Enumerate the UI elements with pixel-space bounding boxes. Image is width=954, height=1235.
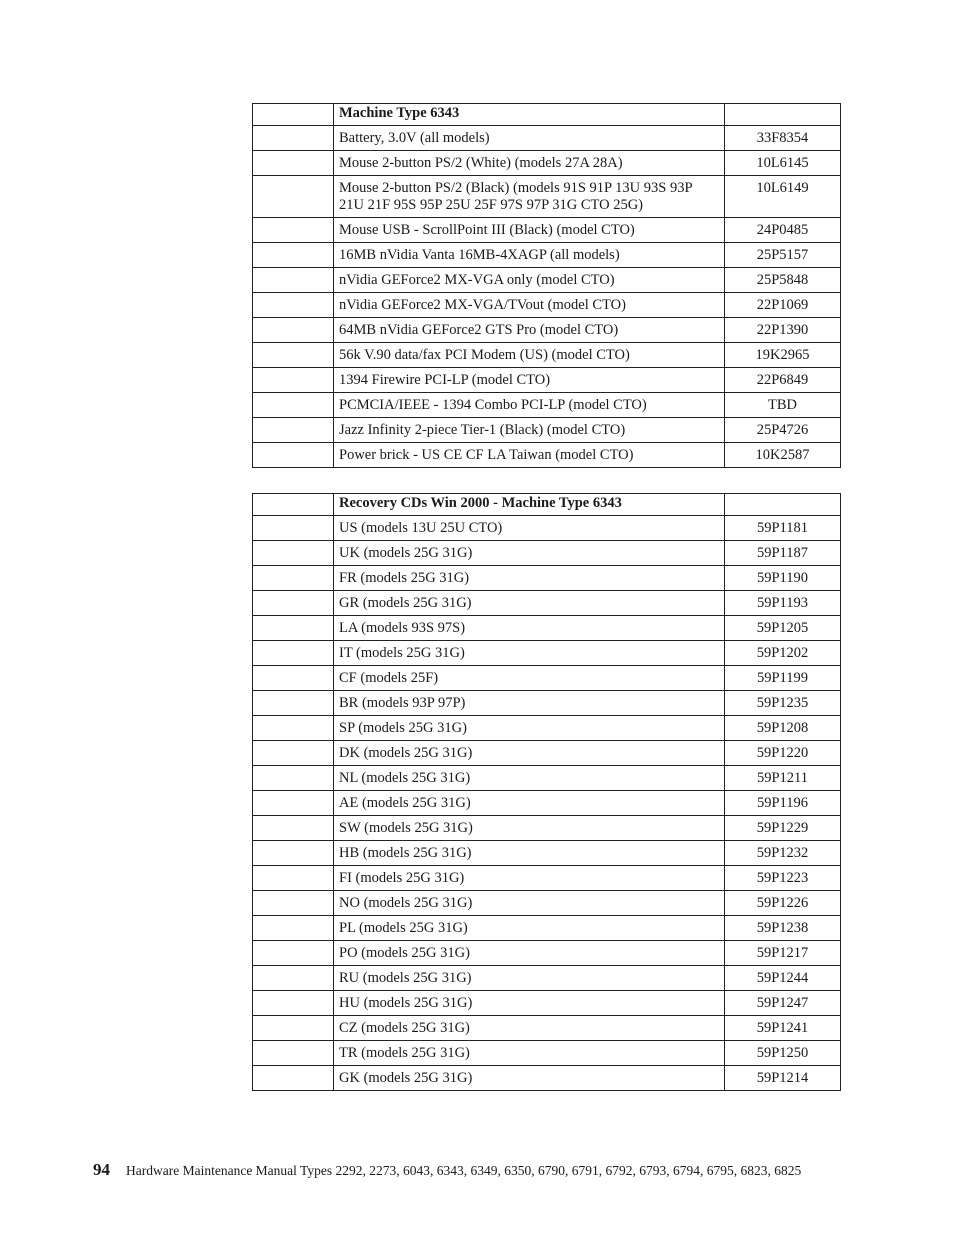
fru-cell: 59P1196 xyxy=(725,791,841,816)
fru-cell: 59P1202 xyxy=(725,641,841,666)
index-cell xyxy=(253,991,334,1016)
index-cell xyxy=(253,516,334,541)
description-cell: NO (models 25G 31G) xyxy=(334,891,725,916)
fru-cell: 59P1217 xyxy=(725,941,841,966)
index-cell xyxy=(253,691,334,716)
description-cell: UK (models 25G 31G) xyxy=(334,541,725,566)
table-header: Recovery CDs Win 2000 - Machine Type 6343 xyxy=(334,494,725,516)
index-cell xyxy=(253,666,334,691)
table-row xyxy=(253,566,841,591)
table-row xyxy=(253,1041,841,1066)
fru-cell: 59P1247 xyxy=(725,991,841,1016)
index-cell xyxy=(253,566,334,591)
description-cell: HU (models 25G 31G) xyxy=(334,991,725,1016)
description-cell: HB (models 25G 31G) xyxy=(334,841,725,866)
table-row xyxy=(253,151,841,176)
table-row xyxy=(253,541,841,566)
index-cell xyxy=(253,1016,334,1041)
description-cell: TR (models 25G 31G) xyxy=(334,1041,725,1066)
fru-cell: 59P1181 xyxy=(725,516,841,541)
index-cell xyxy=(253,916,334,941)
fru-cell: TBD xyxy=(725,393,841,418)
index-cell xyxy=(253,966,334,991)
fru-cell: 25P4726 xyxy=(725,418,841,443)
index-cell xyxy=(253,104,334,126)
fru-cell: 59P1199 xyxy=(725,666,841,691)
description-cell: CZ (models 25G 31G) xyxy=(334,1016,725,1041)
page-number: 94 xyxy=(93,1160,110,1179)
index-cell xyxy=(253,494,334,516)
description-cell: LA (models 93S 97S) xyxy=(334,616,725,641)
table-row xyxy=(253,126,841,151)
table-row xyxy=(253,791,841,816)
table-row xyxy=(253,716,841,741)
fru-cell: 59P1205 xyxy=(725,616,841,641)
fru-cell: 59P1214 xyxy=(725,1066,841,1091)
index-cell xyxy=(253,891,334,916)
description-cell: PO (models 25G 31G) xyxy=(334,941,725,966)
index-cell xyxy=(253,268,334,293)
fru-cell: 10L6145 xyxy=(725,151,841,176)
table-row xyxy=(253,691,841,716)
table-row xyxy=(253,866,841,891)
fru-cell: 59P1223 xyxy=(725,866,841,891)
description-cell: 56k V.90 data/fax PCI Modem (US) (model CTO) xyxy=(334,343,725,368)
fru-cell: 59P1211 xyxy=(725,766,841,791)
index-cell xyxy=(253,443,334,468)
description-cell: Jazz Infinity 2-piece Tier-1 (Black) (model CTO) xyxy=(334,418,725,443)
table-row xyxy=(253,916,841,941)
index-cell xyxy=(253,816,334,841)
table-row xyxy=(253,516,841,541)
table-row xyxy=(253,343,841,368)
description-cell: 64MB nVidia GEForce2 GTS Pro (model CTO) xyxy=(334,318,725,343)
fru-cell: 59P1241 xyxy=(725,1016,841,1041)
description-cell: AE (models 25G 31G) xyxy=(334,791,725,816)
fru-cell: 22P1390 xyxy=(725,318,841,343)
index-cell xyxy=(253,393,334,418)
fru-cell: 59P1250 xyxy=(725,1041,841,1066)
description-cell: Power brick - US CE CF LA Taiwan (model CTO) xyxy=(334,443,725,468)
recovery-cd-table xyxy=(252,493,841,1091)
table-row xyxy=(253,268,841,293)
table-row xyxy=(253,991,841,1016)
table-row xyxy=(253,741,841,766)
fru-cell: 59P1190 xyxy=(725,566,841,591)
description-cell: nVidia GEForce2 MX-VGA/TVout (model CTO) xyxy=(334,293,725,318)
fru-cell: 59P1193 xyxy=(725,591,841,616)
description-cell: Mouse 2-button PS/2 (White) (models 27A 28A) xyxy=(334,151,725,176)
table-row xyxy=(253,318,841,343)
table-row xyxy=(253,443,841,468)
index-cell xyxy=(253,1041,334,1066)
index-cell xyxy=(253,176,334,218)
fru-cell: 19K2965 xyxy=(725,343,841,368)
fru-cell: 33F8354 xyxy=(725,126,841,151)
fru-cell: 10K2587 xyxy=(725,443,841,468)
index-cell xyxy=(253,841,334,866)
index-cell xyxy=(253,641,334,666)
description-cell: BR (models 93P 97P) xyxy=(334,691,725,716)
table-row xyxy=(253,243,841,268)
description-cell: GK (models 25G 31G) xyxy=(334,1066,725,1091)
description-cell: US (models 13U 25U CTO) xyxy=(334,516,725,541)
description-cell: CF (models 25F) xyxy=(334,666,725,691)
description-cell: FI (models 25G 31G) xyxy=(334,866,725,891)
description-cell: DK (models 25G 31G) xyxy=(334,741,725,766)
fru-cell: 59P1238 xyxy=(725,916,841,941)
table-row xyxy=(253,641,841,666)
table-row xyxy=(253,891,841,916)
table-row xyxy=(253,1016,841,1041)
parts-table-machine-type xyxy=(252,103,841,468)
fru-cell: 59P1220 xyxy=(725,741,841,766)
index-cell xyxy=(253,716,334,741)
fru-cell: 22P6849 xyxy=(725,368,841,393)
description-cell: RU (models 25G 31G) xyxy=(334,966,725,991)
table-row xyxy=(253,766,841,791)
index-cell xyxy=(253,151,334,176)
description-cell: PCMCIA/IEEE - 1394 Combo PCI-LP (model CTO) xyxy=(334,393,725,418)
description-cell: Battery, 3.0V (all models) xyxy=(334,126,725,151)
index-cell xyxy=(253,243,334,268)
fru-cell: 24P0485 xyxy=(725,218,841,243)
table-row xyxy=(253,816,841,841)
index-cell xyxy=(253,218,334,243)
fru-cell: 25P5157 xyxy=(725,243,841,268)
fru-cell: 25P5848 xyxy=(725,268,841,293)
index-cell xyxy=(253,126,334,151)
table-row xyxy=(253,941,841,966)
fru-cell: 59P1244 xyxy=(725,966,841,991)
index-cell xyxy=(253,293,334,318)
index-cell xyxy=(253,541,334,566)
index-cell xyxy=(253,368,334,393)
page-footer xyxy=(93,1160,801,1180)
fru-cell: 59P1232 xyxy=(725,841,841,866)
index-cell xyxy=(253,866,334,891)
table-row xyxy=(253,176,841,218)
table-row xyxy=(253,591,841,616)
table-header-row xyxy=(253,104,841,126)
table-header-row xyxy=(253,494,841,516)
footer-title: Hardware Maintenance Manual Types 2292, 2273, 6043, 6343, 6349, 6350, 6790, 6791, 6792, 6793, 6794, 6795, 6823, 6825 xyxy=(126,1163,802,1178)
description-cell: NL (models 25G 31G) xyxy=(334,766,725,791)
description-cell: nVidia GEForce2 MX-VGA only (model CTO) xyxy=(334,268,725,293)
table-row xyxy=(253,218,841,243)
description-cell: 1394 Firewire PCI-LP (model CTO) xyxy=(334,368,725,393)
index-cell xyxy=(253,766,334,791)
index-cell xyxy=(253,591,334,616)
table-row xyxy=(253,616,841,641)
index-cell xyxy=(253,343,334,368)
table-row xyxy=(253,966,841,991)
description-cell: FR (models 25G 31G) xyxy=(334,566,725,591)
description-cell: IT (models 25G 31G) xyxy=(334,641,725,666)
table-row xyxy=(253,368,841,393)
table-row xyxy=(253,1066,841,1091)
description-cell: Mouse 2-button PS/2 (Black) (models 91S 91P 13U 93S 93P 21U 21F 95S 95P 25U 25F 97S 97P 31G CTO 25G) xyxy=(334,176,725,218)
fru-header-cell xyxy=(725,494,841,516)
fru-cell: 59P1235 xyxy=(725,691,841,716)
description-cell: 16MB nVidia Vanta 16MB-4XAGP (all models) xyxy=(334,243,725,268)
index-cell xyxy=(253,791,334,816)
fru-header-cell xyxy=(725,104,841,126)
table-row xyxy=(253,393,841,418)
index-cell xyxy=(253,941,334,966)
fru-cell: 22P1069 xyxy=(725,293,841,318)
index-cell xyxy=(253,318,334,343)
index-cell xyxy=(253,741,334,766)
fru-cell: 59P1229 xyxy=(725,816,841,841)
fru-cell: 59P1208 xyxy=(725,716,841,741)
table-row xyxy=(253,841,841,866)
table-row xyxy=(253,666,841,691)
description-cell: GR (models 25G 31G) xyxy=(334,591,725,616)
table-row xyxy=(253,418,841,443)
table-row xyxy=(253,293,841,318)
fru-cell: 10L6149 xyxy=(725,176,841,218)
description-cell: SW (models 25G 31G) xyxy=(334,816,725,841)
fru-cell: 59P1226 xyxy=(725,891,841,916)
index-cell xyxy=(253,616,334,641)
description-cell: Mouse USB - ScrollPoint III (Black) (model CTO) xyxy=(334,218,725,243)
description-cell: PL (models 25G 31G) xyxy=(334,916,725,941)
table-header: Machine Type 6343 xyxy=(334,104,725,126)
index-cell xyxy=(253,1066,334,1091)
fru-cell: 59P1187 xyxy=(725,541,841,566)
description-cell: SP (models 25G 31G) xyxy=(334,716,725,741)
index-cell xyxy=(253,418,334,443)
